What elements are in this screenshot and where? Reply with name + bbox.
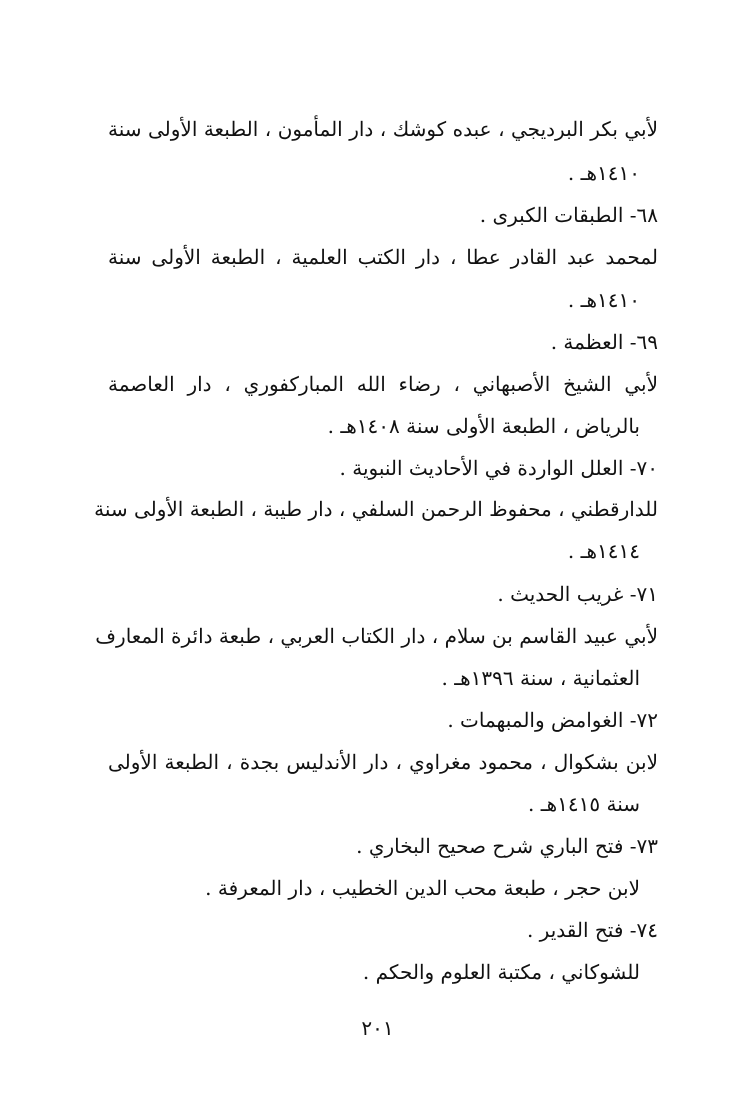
entry-74-title: ٧٤- فتح القدير .: [526, 918, 658, 942]
page-number: ٢٠١: [361, 1016, 394, 1040]
entry-71-source-line-2: العثمانية ، سنة ١٣٩٦هـ .: [441, 666, 640, 690]
entry-70-source-line-2: ١٤١٤هـ .: [567, 539, 640, 563]
entry-72-source-line-1: لابن بشكوال ، محمود مغراوي ، دار الأندليس بجدة ، الطبعة الأولى: [108, 750, 658, 774]
entry-68-source-line-1: لمحمد عبد القادر عطا ، دار الكتب العلمية ، الطبعة الأولى سنة: [108, 245, 658, 269]
entry-72-title: ٧٢- الغوامض والمبهمات .: [447, 708, 658, 732]
entry-73-title: ٧٣- فتح الباري شرح صحيح البخاري .: [356, 834, 658, 858]
entry-71-title: ٧١- غريب الحديث .: [497, 582, 658, 606]
entry-71-source-line-1: لأبي عبيد القاسم بن سلام ، دار الكتاب العربي ، طبعة دائرة المعارف: [95, 624, 658, 648]
entry-74-source-line-1: للشوكاني ، مكتبة العلوم والحكم .: [362, 960, 640, 984]
entry-70-source-line-1: للدارقطني ، محفوظ الرحمن السلفي ، دار طيبة ، الطبعة الأولى سنة: [94, 497, 658, 521]
entry-67-source-line-1: لأبي بكر البرديجي ، عبده كوشك ، دار المأمون ، الطبعة الأولى سنة: [108, 117, 658, 141]
entry-70-title: ٧٠- العلل الواردة في الأحاديث النبوية .: [339, 456, 658, 480]
entry-69-title: ٦٩- العظمة .: [550, 330, 658, 354]
entry-69-source-line-2: بالرياض ، الطبعة الأولى سنة ١٤٠٨هـ .: [327, 414, 640, 438]
entry-73-source-line-1: لابن حجر ، طبعة محب الدين الخطيب ، دار المعرفة .: [205, 876, 640, 900]
entry-68-source-line-2: ١٤١٠هـ .: [567, 288, 640, 312]
entry-68-title: ٦٨- الطبقات الكبرى .: [479, 203, 658, 227]
entry-72-source-line-2: سنة ١٤١٥هـ .: [528, 792, 640, 816]
entry-67-source-line-2: ١٤١٠هـ .: [567, 161, 640, 185]
entry-69-source-line-1: لأبي الشيخ الأصبهاني ، رضاء الله المباركفوري ، دار العاصمة: [108, 372, 658, 396]
